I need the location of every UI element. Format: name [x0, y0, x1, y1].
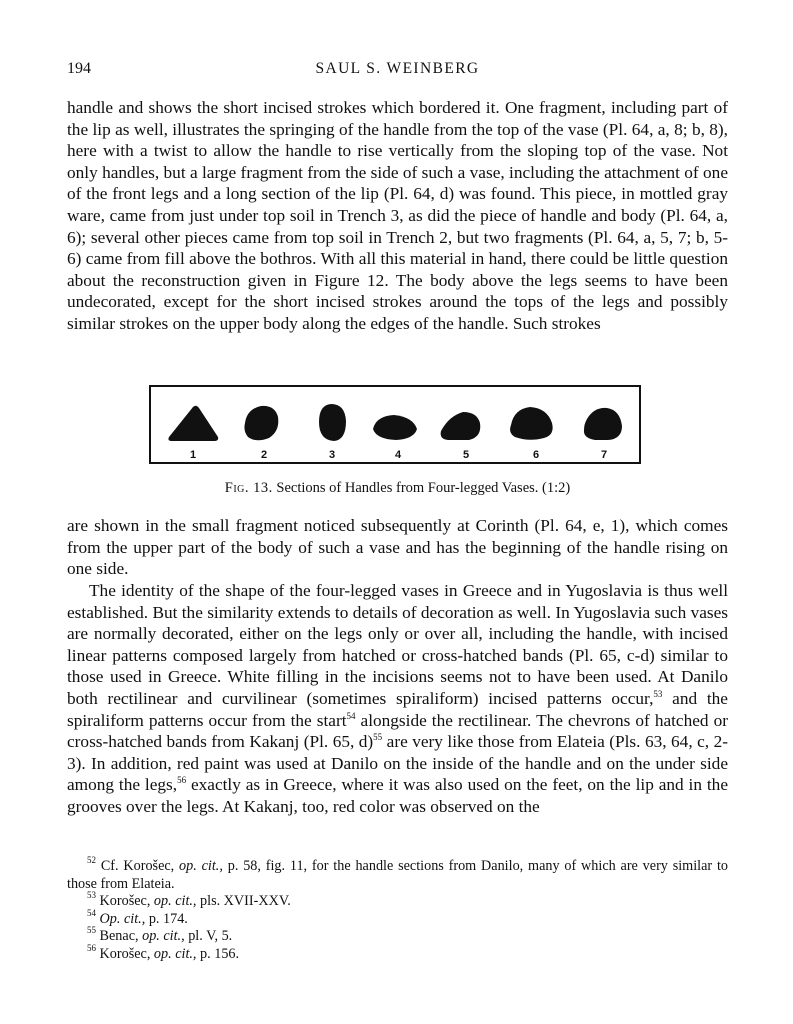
- paragraph-3-part-a: The identity of the shape of the four-legged vases in Greece and in Yugoslavia is thus well established. But the similarity extends to details of decoration as well. In Yugoslavia such vases are normally decorated, either on the legs only or over all, including the handle, with incised linear patterns composed largely from hatched or cross-hatched bands (Pl. 65, c-d) similar to those used in Greece. White filling in the incisions seems not to have been used. At Danilo both rectilinear and curvilinear (sometimes spiraliform) incised patterns occur,: [67, 581, 728, 708]
- footnote-56-text-b: p. 156.: [196, 945, 240, 962]
- footnote-ref-55: 55: [373, 732, 383, 743]
- figure-label-7: 7: [600, 449, 608, 461]
- figure-label-6: 6: [532, 449, 540, 461]
- footnote-56-italic: op. cit.,: [153, 945, 197, 962]
- footnote-52-text-a: Cf. Korošec,: [96, 858, 180, 874]
- paragraph-3: [67, 580, 728, 818]
- handle-section-4: [373, 415, 417, 440]
- figure-label-4: 4: [394, 449, 402, 461]
- footnote-55-text-b: pl. V, 5.: [184, 928, 233, 945]
- figure-caption-prefix: Fig. 13.: [224, 480, 273, 496]
- footnote-number-54: 54: [87, 907, 96, 918]
- footnote-53-text-a: Korošec,: [96, 893, 154, 910]
- footnote-55: [67, 925, 728, 946]
- running-head: SAUL S. WEINBERG: [315, 60, 480, 77]
- page-number: 194: [67, 60, 91, 77]
- paragraph-1: handle and shows the short incised strokes which bordered it. One fragment, including part of the lip as well, illustrates the springing of the handle from the top of the vase (Pl. 64, a, 8; b, 8), here with a twist to allow the handle to rise vertically from the sloping top of the vase. Not only handles, but a large fragment from the side of such a vase, including the attachment of one of the front legs and a long section of the lip (Pl. 64, d) was found. This piece, in mottled gray ware, came from just under top soil in Trench 3, as did the piece of handle and body (Pl. 64, a, 6); several other pieces came from top soil in Trench 2, but two fragments (Pl. 64, a, 5, 7; b, 5-6) came from fill above the bothros. With all this material in hand, there could be little question about the reconstruction given in Figure 12. The body above the legs seems to have been undecorated, except for the short incised strokes around the tops of the legs and possibly similar strokes on the upper body along the edges of the handle. Such strokes: [67, 98, 728, 333]
- footnotes: [67, 855, 728, 964]
- footnote-number-55: 55: [87, 925, 96, 936]
- paragraph-3-part-d: are very like those from Elateia (Pls. 63, 64, c, 2-3). In addition, red paint was used at Danilo on the inside of the handle and on the under side among the legs,: [67, 732, 728, 795]
- figure-13: [149, 385, 641, 464]
- handle-sections-drawing: [151, 387, 639, 462]
- figure-caption: [67, 480, 728, 497]
- figure-label-5: 5: [462, 449, 470, 461]
- handle-section-1: [168, 406, 218, 441]
- handle-section-6: [510, 407, 553, 440]
- footnote-55-text-a: Benac,: [96, 928, 143, 945]
- handle-section-2: [244, 406, 278, 440]
- footnote-53: [67, 890, 728, 911]
- footnote-ref-54: 54: [346, 710, 356, 721]
- paragraph-3-part-e: exactly as in Greece, where it was also used on the feet, on the lip and in the grooves over the legs. At Kakanj, too, red color was observed on the: [67, 775, 728, 816]
- footnote-53-text-b: pls. XVII-XXV.: [196, 893, 291, 910]
- paragraph-2: are shown in the small fragment noticed subsequently at Corinth (Pl. 64, e, 1), which comes from the upper part of the body of such a vase and has the beginning of the handle rising on one side.: [67, 516, 728, 579]
- handle-section-3: [319, 404, 346, 441]
- footnote-ref-56: 56: [177, 775, 187, 786]
- figure-caption-text: Sections of Handles from Four-legged Vases. (1:2): [276, 480, 571, 496]
- footnote-52: [67, 855, 728, 893]
- footnote-54: [67, 907, 728, 929]
- footnote-56: [67, 942, 728, 964]
- footnote-54-italic: Op. cit.,: [99, 910, 146, 927]
- paragraph-3-part-c: alongside the rectilinear. The chevrons of hatched or cross-hatched bands from Kakanj (Pl. 65, d): [67, 710, 728, 752]
- footnote-56-text-a: Korošec,: [96, 945, 154, 962]
- footnote-number-56: 56: [87, 942, 96, 953]
- handle-section-7: [584, 408, 622, 440]
- footnote-53-italic: op. cit.,: [153, 893, 197, 910]
- footnote-55-italic: op. cit.,: [142, 928, 185, 945]
- footnote-52-text-b: p. 58, fig. 11, for the handle sections from Danilo, many of which are very similar to those from Elateia.: [67, 858, 728, 892]
- figure-label-2: 2: [260, 449, 268, 461]
- footnote-ref-53: 53: [653, 688, 663, 699]
- handle-section-5: [441, 412, 481, 440]
- figure-label-3: 3: [328, 449, 336, 461]
- figure-label-1: 1: [189, 449, 197, 461]
- footnote-number-52: 52: [87, 855, 96, 865]
- footnote-52-italic: op. cit.,: [179, 858, 223, 874]
- paragraph-3-part-b: and the spiraliform patterns occur from the start: [67, 688, 728, 730]
- page-header: [67, 60, 728, 84]
- footnote-number-53: 53: [87, 890, 96, 901]
- footnote-54-text-b: p. 174.: [145, 910, 188, 927]
